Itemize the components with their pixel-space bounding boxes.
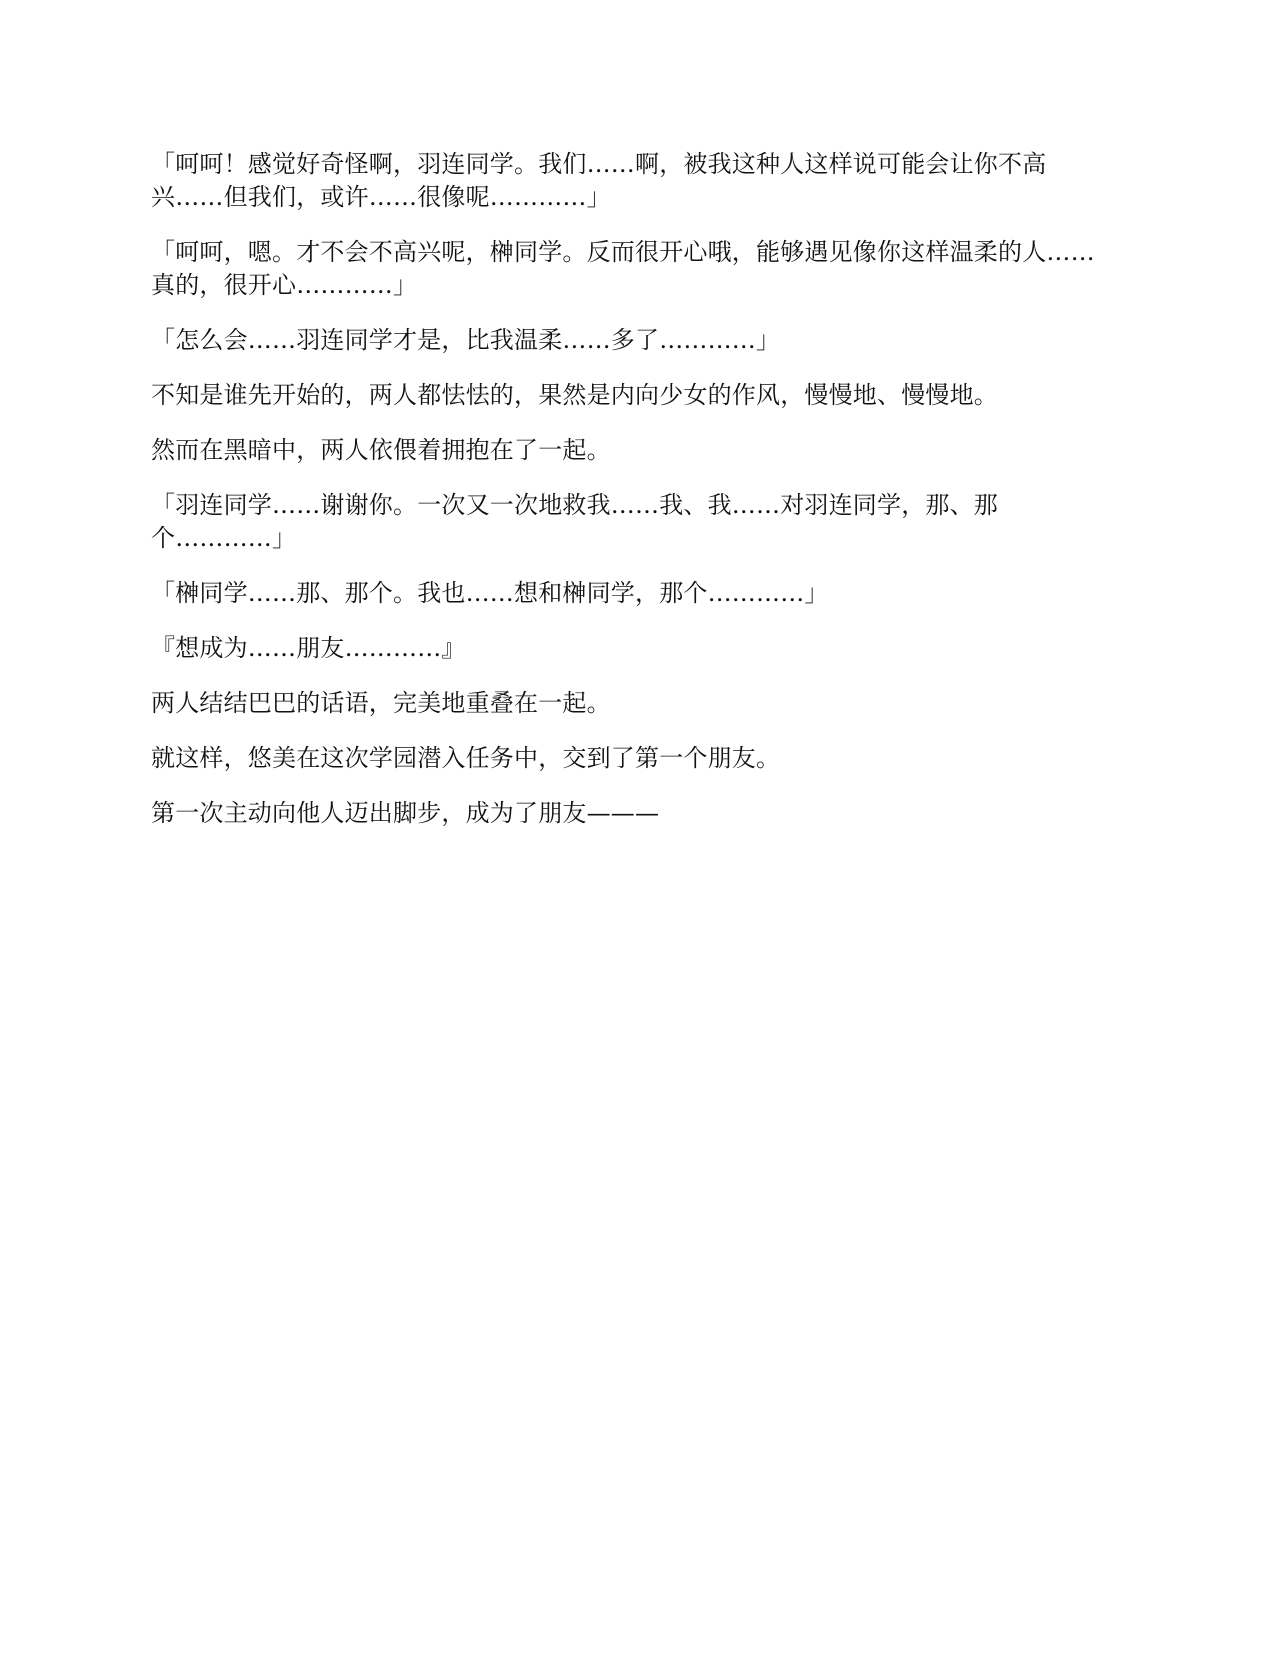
paragraph-dialogue-3: 「怎么会……羽连同学才是，比我温柔……多了…………」 — [151, 326, 781, 354]
paragraph-dialogue-6: 『想成为……朋友…………』 — [151, 634, 466, 662]
paragraph-dialogue-5: 「榊同学……那、那个。我也……想和榊同学，那个…………」 — [151, 579, 829, 607]
paragraph-narration-4: 就这样，悠美在这次学园潜入任务中，交到了第一个朋友。 — [151, 744, 781, 772]
paragraph-dialogue-4: 「羽连同学……谢谢你。一次又一次地救我……我、我……对羽连同学，那、那个…………」 — [151, 491, 998, 552]
paragraph-dialogue-2: 「呵呵，嗯。才不会不高兴呢，榊同学。反而很开心哦，能够遇见像你这样温柔的人……真的，很开心…………」 — [151, 238, 1095, 299]
paragraph-narration-3: 两人结结巴巴的话语，完美地重叠在一起。 — [151, 689, 611, 717]
paragraph-narration-1: 不知是谁先开始的，两人都怯怯的，果然是内向少女的作风，慢慢地、慢慢地。 — [151, 381, 998, 409]
paragraph-dialogue-1: 「呵呵！感觉好奇怪啊，羽连同学。我们……啊，被我这种人这样说可能会让你不高兴……但我们，或许……很像呢…………」 — [151, 150, 1047, 211]
paragraph-narration-5: 第一次主动向他人迈出脚步，成为了朋友——— — [151, 799, 660, 827]
text-column — [151, 148, 1137, 852]
paragraph-narration-2: 然而在黑暗中，两人依偎着拥抱在了一起。 — [151, 436, 611, 464]
